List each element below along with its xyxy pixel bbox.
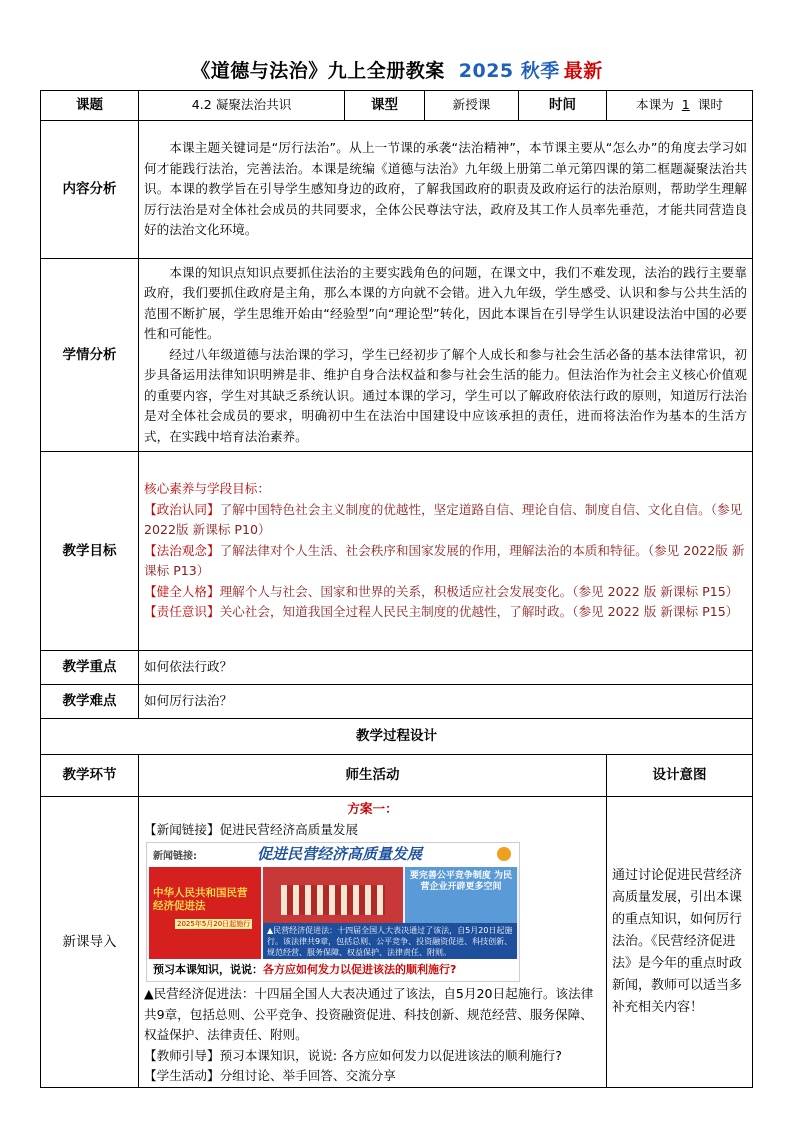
news-banner: [147, 843, 519, 867]
learner-analysis-row: [41, 259, 753, 452]
teacher-guide: 【教师引导】预习本课知识，说说: 各方应如何发力以促进该法的顺利施行?: [144, 1047, 562, 1063]
time-prefix: 本课为: [636, 97, 674, 113]
learner-analysis-label: 学情分析: [41, 259, 139, 452]
goal-tag: 【法治观念】: [144, 542, 220, 558]
student-activity: 【学生活动】分组讨论、举手回答、交流分享: [144, 1068, 396, 1083]
difficulty-row: [41, 685, 753, 719]
news-label: 新闻链接:: [153, 851, 197, 862]
goal-text: 了解法律对个人生活、社会秩序和国家发展的作用，理解法治的本质和特征。（参见 2022版 新课标 P13）: [144, 542, 745, 579]
city-photo: [405, 867, 517, 923]
plan-label: 方案一：: [347, 801, 398, 816]
image-prompt: [147, 959, 519, 981]
col-intent-header: 设计意图: [607, 755, 753, 797]
lesson-count: 1: [681, 97, 690, 113]
coin-icon: [497, 847, 511, 861]
time-suffix: 课时: [697, 97, 723, 113]
prompt-lead: 预习本课知识，说说：: [153, 963, 263, 976]
design-intent: 通过讨论促进民营经济高质量发展，引出本课的重点知识，如何厉行法治。《民营经济促进法》是今年的重点时政新闻，教师可以适当多补充相关内容！: [607, 797, 753, 1088]
process-title: 教学过程设计: [41, 719, 753, 755]
key-point-row: [41, 651, 753, 685]
topic-label: 课题: [41, 91, 139, 121]
goal-text: 关心社会，知道我国全过程人民民主制度的优越性，了解时政。（参见 2022 版 新课标 P15）: [219, 604, 739, 620]
hall-columns: [281, 885, 385, 915]
book-date: 2025年5月20日起施行: [177, 920, 251, 928]
stage-name: 新课导入: [41, 797, 139, 1088]
content-analysis-row: [41, 121, 753, 259]
city-caption: 要完善公平竞争制度 为民营企业开辟更多空间: [409, 871, 513, 892]
law-description: ▲民营经济促进法：十四届全国人大表决通过了该法，自5月20日起施行。该法律共9章，包括总则、公平竞争、投资融资促进、科技创新、规范经营、服务保障、权益保护、法律责任、附则。: [144, 986, 594, 1042]
content-analysis-label: 内容分析: [41, 121, 139, 259]
process-header-row: [41, 755, 753, 797]
learner-analysis-p2: 经过八年级道德与法治课的学习，学生已经初步了解个人成长和参与社会生活必备的基本法律常识，初步具备运用法律知识明辨是非、维护自身合法权益和参与社会生活的能力。但法治作为社会主义核心价值观的重要内容，学生对其缺乏系统认识。通过本课的学习，学生可以了解政府依法行政的原则，知道厉行法治是对全体社会成员的要求，明确初中生在法治中国建设中应该承担的责任，进而将法治作为基本的生活方式，在实践中培育法治素养。: [144, 346, 747, 444]
goals-row: [41, 452, 753, 651]
topic-value: 4.2 凝聚法治共识: [139, 91, 345, 121]
difficulty-text: 如何厉行法治？: [139, 685, 753, 719]
difficulty-label: 教学难点: [41, 685, 139, 719]
lesson-plan-table: [40, 90, 753, 1088]
key-point-label: 教学重点: [41, 651, 139, 685]
type-label: 课型: [345, 91, 425, 121]
time-value: [607, 91, 753, 121]
learner-analysis-p1: 本课的知识点知识点要抓住法治的主要实践角色的问题，在课文中，我们不难发现，法治的践行主要靠政府，我们要抓住政府是主角，那么本课的方向就不会错。进入九年级，学生感受、认识和参与公共生活的范围不断扩展，学生思维开始由“经验型”向“理论型”转化，因此本课旨在引导学生认识建设法治中国的必要性和可能性。: [144, 264, 747, 342]
goal-tag: 【政治认同】: [144, 501, 220, 517]
goals-intro: 核心素养与学段目标：: [144, 481, 270, 497]
goal-tag: 【健全人格】: [144, 583, 220, 599]
content-analysis-text: 本课主题关键词是“厉行法治”。从上一节课的承袭“法治精神”，本节课主要从“怎么办”的角度去学习如何才能践行法治，完善法治。本课是统编《道德与法治》九年级上册第二单元第四课的第二框题凝聚法治共识。本课的教学旨在引导学生感知身边的政府，了解我国政府的职责及政府运行的法治原则，帮助学生理解厉行法治是对全体社会成员的共同要求，全体公民尊法守法，政府及其工作人员率先垂范，才能共同营造良好的法治文化环境。: [144, 140, 747, 238]
goal-item: [144, 500, 747, 541]
goal-text: 理解个人与社会、国家和世界的关系，积极适应社会发展变化。（参见 2022 版 新课标 P15）: [219, 583, 739, 599]
goal-text: 了解中国特色社会主义制度的优越性，坚定道路自信、理论自信、制度自信、文化自信。（参见 2022版 新课标 P10）: [144, 501, 743, 538]
col-stage-header: 教学环节: [41, 755, 139, 797]
prompt-question: 各方应如何发力以促进该法的顺利施行?: [263, 963, 457, 976]
title-text: 《道德与法治》九上全册教案: [191, 60, 445, 82]
law-book-cover: [149, 867, 261, 959]
info-row: [41, 91, 753, 121]
goal-item: [144, 602, 747, 623]
process-title-row: [41, 719, 753, 755]
great-hall-photo: [263, 867, 403, 923]
goal-item: [144, 582, 747, 603]
news-headline: 促进民营经济高质量发展: [257, 845, 423, 863]
goal-item: [144, 541, 747, 582]
document-title: [0, 56, 794, 83]
news-image: [146, 842, 520, 982]
key-point-text: 如何依法行政？: [139, 651, 753, 685]
type-value: 新授课: [425, 91, 519, 121]
goals-label: 教学目标: [41, 452, 139, 651]
season-text: 2025 秋季: [458, 60, 560, 82]
intro-stage-row: [41, 797, 753, 1088]
image-info-box: ▲民营经济促进法：十四届全国人大表决通过了该法，自5月20日起施行。该法律共9章，包括总则、公平竞争、投资融资促进、科技创新、规范经营、服务保障、权益保护、法律责任、附则。: [263, 923, 517, 959]
book-title: 中华人民共和国民营经济促进法: [153, 887, 248, 912]
news-link: 【新闻链接】促进民营经济高质量发展: [144, 821, 359, 837]
latest-text: 最新: [563, 60, 603, 82]
goal-tag: 【责任意识】: [144, 604, 220, 620]
col-activity-header: 师生活动: [139, 755, 607, 797]
time-label: 时间: [519, 91, 607, 121]
